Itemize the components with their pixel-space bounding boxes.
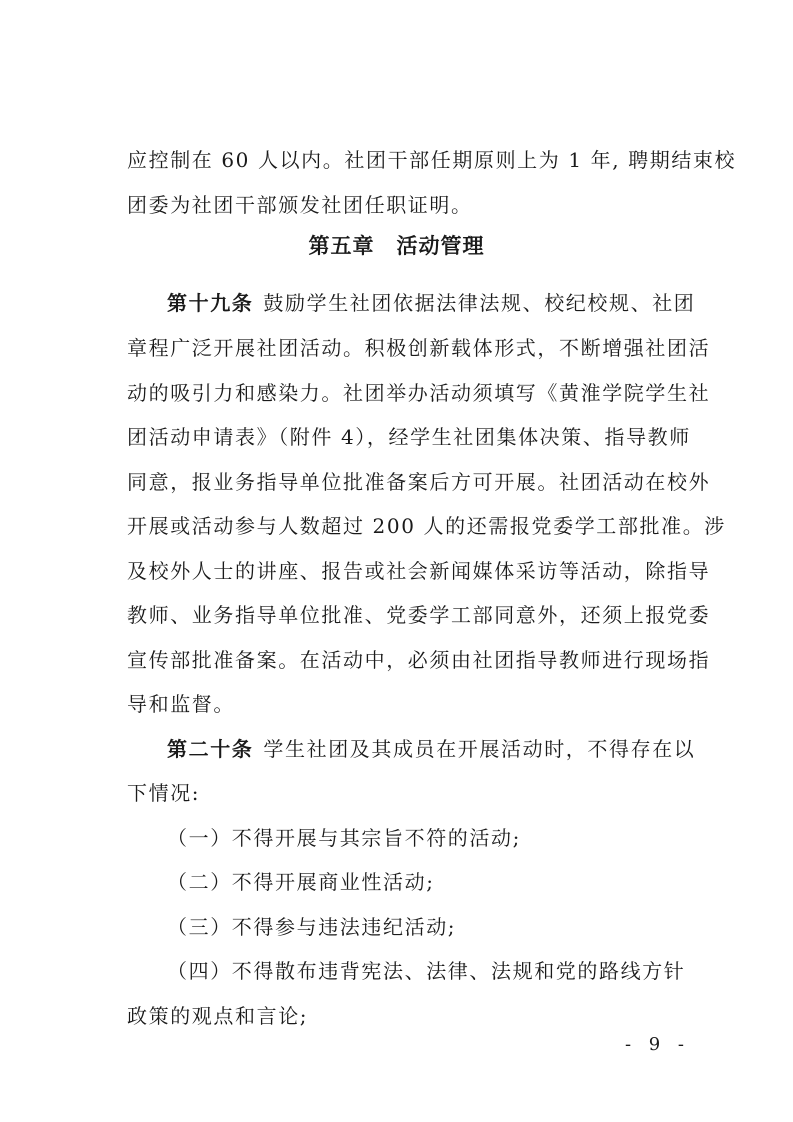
article-19-text: 鼓励学生社团依据法律法规、校纪校规、社团: [263, 291, 696, 315]
paragraph-line: 教师、业务指导单位批准、党委学工部同意外，还须上报党委: [127, 603, 711, 627]
paragraph-line: 团委为社团干部颁发社团任职证明。: [127, 193, 473, 217]
paragraph-line: 团活动申请表》（附件 4），经学生社团集体决策、指导教师: [127, 425, 691, 449]
paragraph-line: 及校外人士的讲座、报告或社会新闻媒体采访等活动，除指导: [127, 559, 711, 583]
paragraph-line: 应控制在 60 人以内。社团干部任期原则上为 1 年, 聘期结束校: [127, 148, 737, 172]
article-19-label: 第十九条: [167, 291, 254, 315]
paragraph-line: 动的吸引力和感染力。社团举办活动须填写《黄淮学院学生社: [127, 381, 711, 405]
article-20-text: 学生社团及其成员在开展活动时，不得存在以: [263, 737, 696, 761]
paragraph-line: 下情况:: [127, 781, 201, 805]
article-19-first-line: [167, 289, 695, 317]
paragraph-line: 同意，报业务指导单位批准备案后方可开展。社团活动在校外: [127, 470, 711, 494]
list-item: （三）不得参与违法违纪活动;: [167, 915, 457, 939]
page-number: - 9 -: [624, 1034, 690, 1055]
list-item-continuation: 政策的观点和言论;: [127, 1004, 309, 1028]
paragraph-line: 导和监督。: [127, 692, 235, 716]
paragraph-line: 章程广泛开展社团活动。积极创新载体形式，不断增强社团活: [127, 336, 711, 360]
article-20-first-line: [167, 735, 695, 763]
chapter-heading: 第五章 活动管理: [308, 234, 485, 258]
list-item: （四）不得散布违背宪法、法律、法规和党的路线方针: [167, 959, 686, 983]
list-item: （二）不得开展商业性活动;: [167, 870, 435, 894]
list-item: （一）不得开展与其宗旨不符的活动;: [167, 826, 521, 850]
paragraph-line: 宣传部批准备案。在活动中，必须由社团指导教师进行现场指: [127, 648, 711, 672]
article-20-label: 第二十条: [167, 737, 254, 761]
paragraph-line: 开展或活动参与人数超过 200 人的还需报党委学工部批准。涉: [127, 514, 726, 538]
